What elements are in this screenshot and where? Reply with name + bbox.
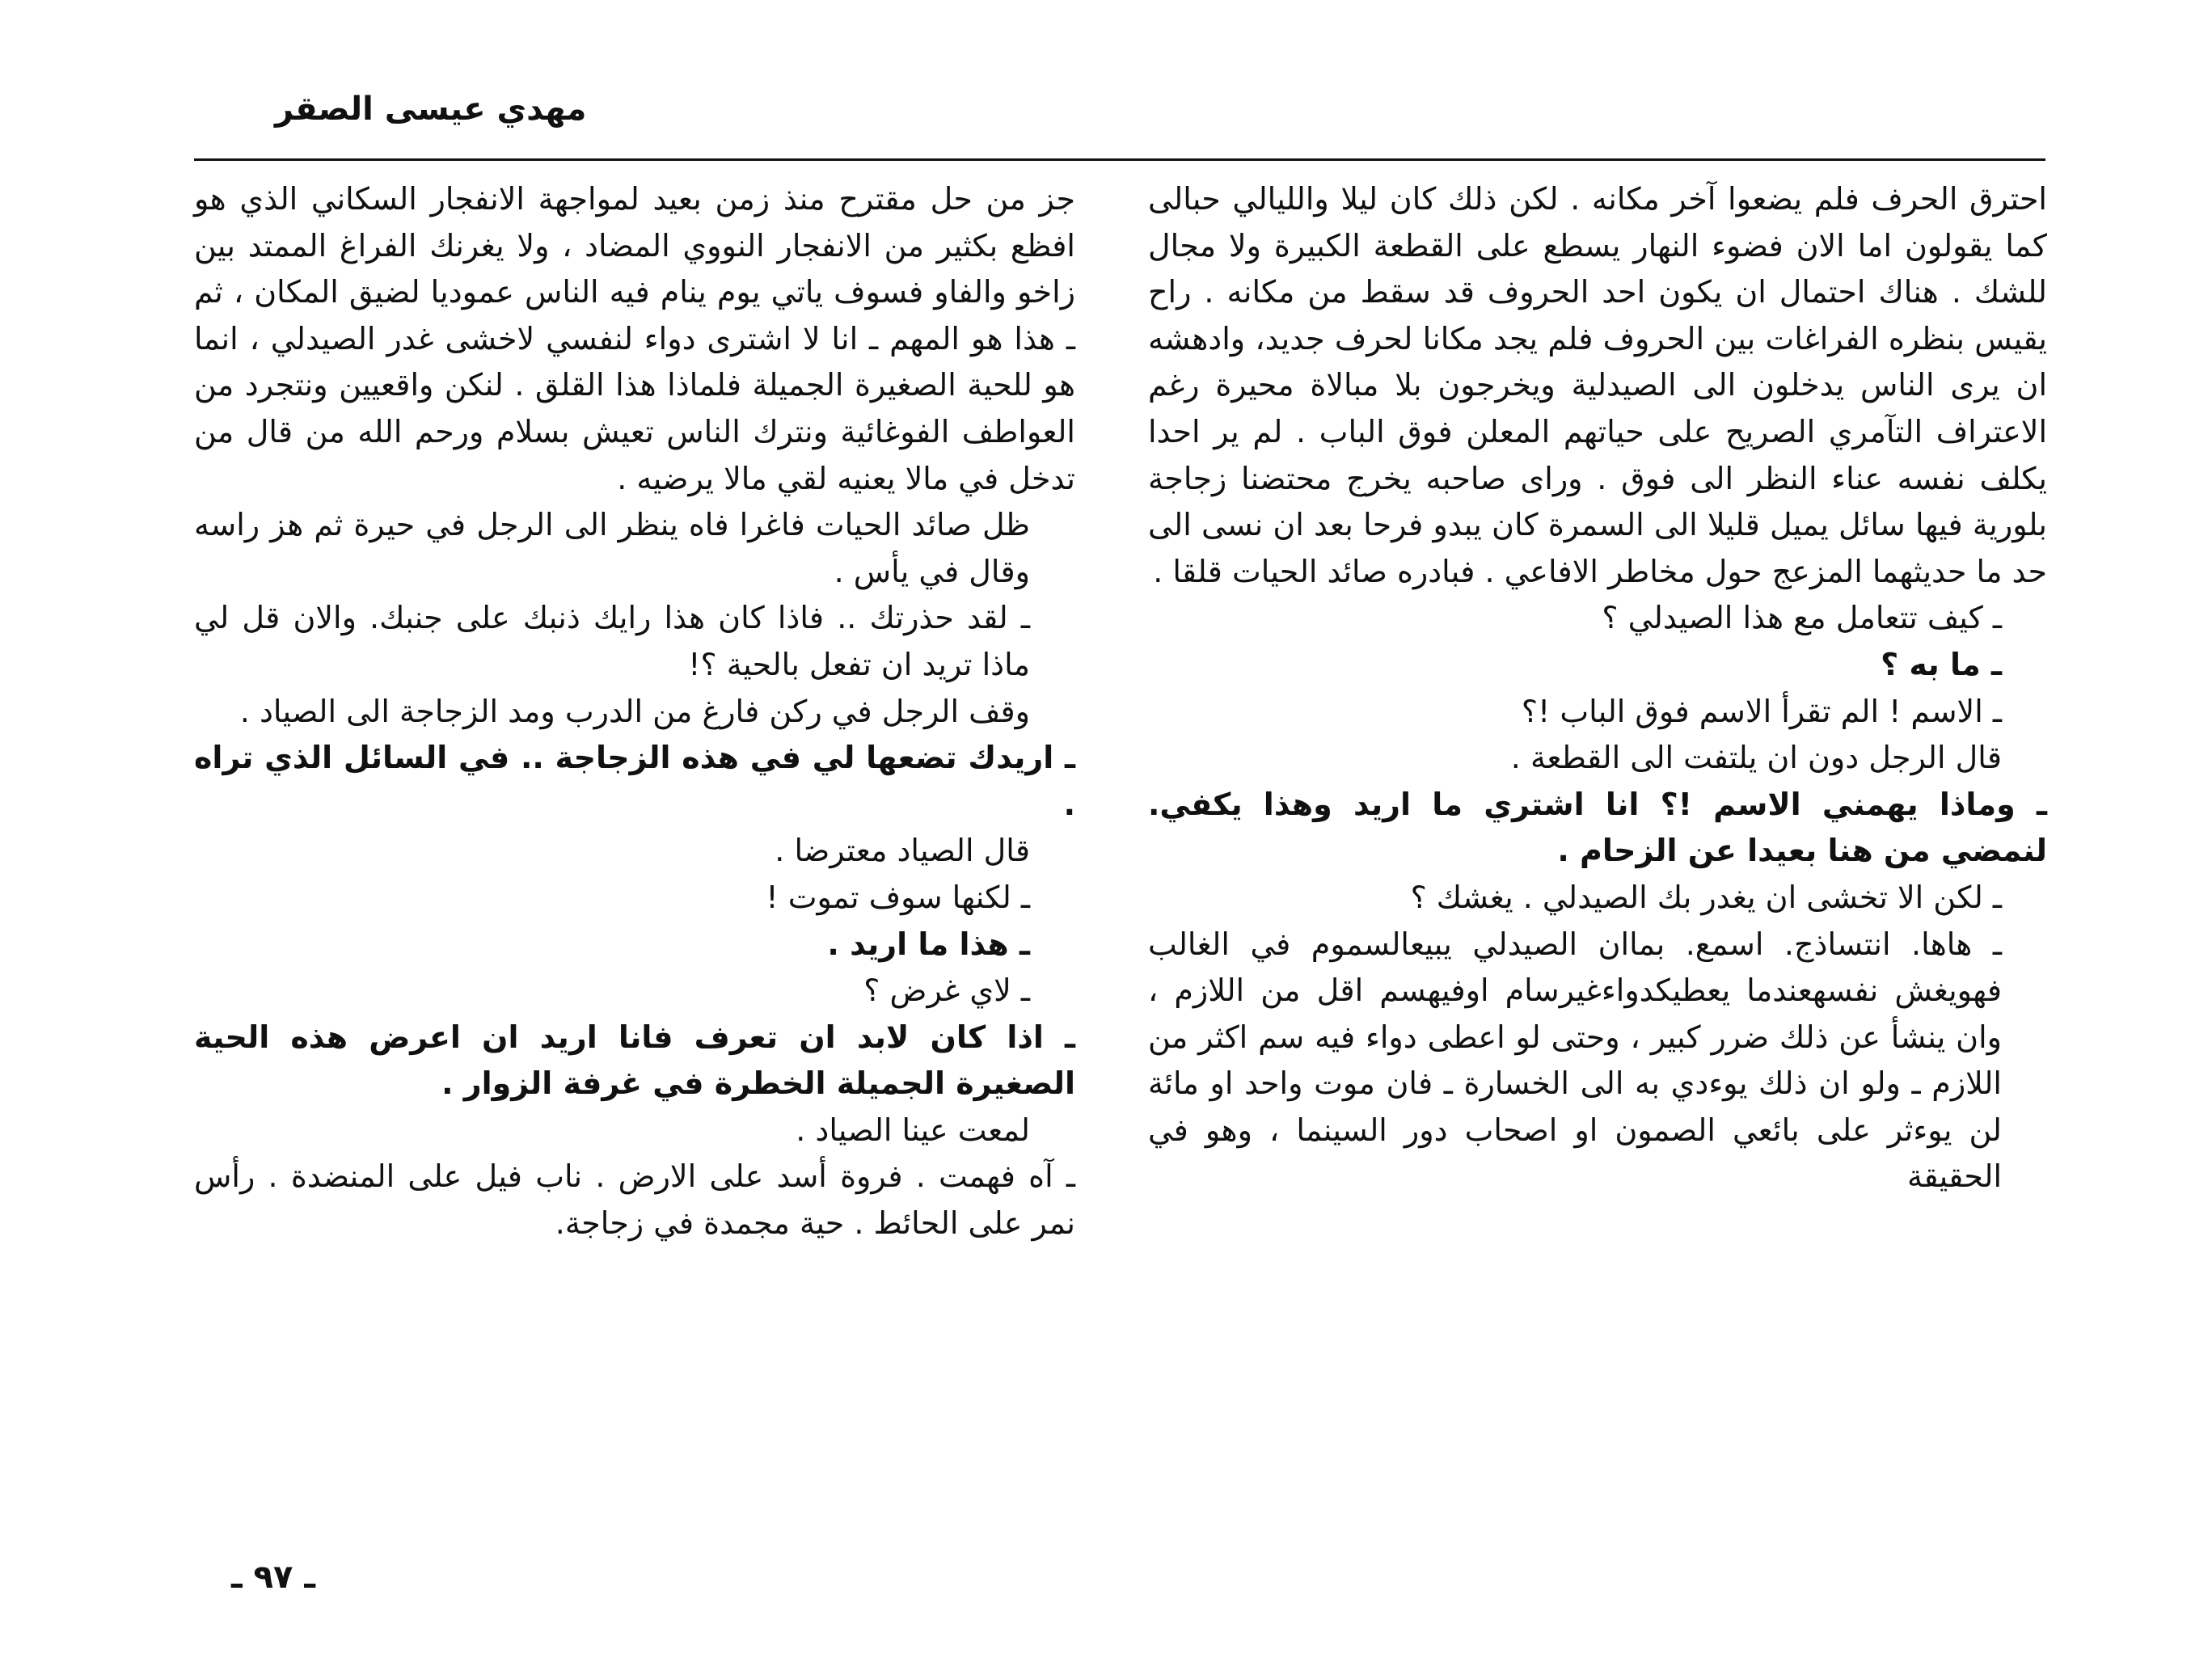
paragraph: ـ كيف تتعامل مع هذا الصيدلي ؟ — [1602, 600, 2002, 636]
author-name: مهدي عيسى الصقر — [275, 91, 587, 128]
paragraph: جز من حل مقترح منذ زمن بعيد لمواجهة الانفجار السكاني الذي هو افظع بكثير من الانفجار النووي المضاد ، ولا يغرنك الفراغ الممتد بين زاخو والفاو فسوف ياتي يوم ينام فيه الناس عموديا لضيق المكان ، ثم ـ هذا هو المهم ـ انا لا اشترى دواء لنفسي لاخشى غدر الصيدلي ، انما هو للحية الصغيرة الجميلة فلماذا هذا القلق . لنكن واقعيين ونتجرد من العواطف الفوغائية ونترك الناس تعيش بسلام ورحم الله من قال من تدخل في مالا يعنيه لقي مالا يرضيه . — [194, 181, 1075, 496]
paragraph: ـ لقد حذرتك .. فاذا كان هذا رايك ذنبك على جنبك. والان قل لي ماذا تريد ان تفعل بالحية ؟! — [194, 600, 1030, 682]
paragraph: قال الرجل دون ان يلتفت الى القطعة . — [1510, 740, 2002, 776]
paragraph: وقف الرجل في ركن فارغ من الدرب ومد الزجاجة الى الصياد . — [239, 693, 1030, 729]
left-column — [194, 176, 1075, 1494]
paragraph: ـ اريدك تضعها لي في هذه الزجاجة .. في السائل الذي تراه . — [194, 740, 1075, 822]
right-column — [1148, 176, 2047, 1494]
paragraph: لمعت عينا الصياد . — [796, 1112, 1030, 1148]
page-number: ـ ٩٧ ـ — [231, 1559, 316, 1596]
paragraph: ـ ما به ؟ — [1881, 646, 2002, 682]
paragraph: ـ وماذا يهمني الاسم !؟ انا اشتري ما اريد وهذا يكفي. لنمضي من هنا بعيدا عن الزحام . — [1148, 786, 2047, 869]
paragraph: ـ لاي غرض ؟ — [863, 973, 1030, 1009]
paragraph: ـ آه فهمت . فروة أسد على الارض . ناب فيل على المنضدة . رأس نمر على الحائط . حية مجمدة في زجاجة. — [194, 1158, 1075, 1242]
paragraph: ـ الاسم ! الم تقرأ الاسم فوق الباب !؟ — [1521, 693, 2002, 729]
paragraph: ـ هاها. انتساذج. اسمع. بماان الصيدلي يبيعالسموم في الغالب فهويغش نفسهعندما يعطيكدواءغيرسام اوفيهسم اقل من اللازم ، وان ينشأ عن ذلك ضرر كبير ، وحتى لو اعطى دواء فيه سم اكثر من اللازم ـ ولو ان ذلك يوءدي به الى الخسارة ـ فان موت واحد او مائة لن يوءثر على بائعي الصمون او اصحاب دور السينما ، وهو في الحقيقة — [1148, 926, 2002, 1195]
paragraph: ـ لكنها سوف تموت ! — [766, 879, 1030, 915]
paragraph: ظل صائد الحيات فاغرا فاه ينظر الى الرجل في حيرة ثم هز راسه وقال في يأس . — [194, 507, 1030, 589]
paragraph: ـ لكن الا تخشى ان يغدر بك الصيدلي . يغشك ؟ — [1410, 879, 2002, 915]
paragraph: قال الصياد معترضا . — [775, 833, 1030, 869]
paragraph: احترق الحرف فلم يضعوا آخر مكانه . لكن ذلك كان ليلا والليالي حبالى كما يقولون اما الان فضوء النهار يسطع على القطعة الكبيرة ولا مجال للشك . هناك احتمال ان يكون احد الحروف قد سقط من مكانه . راح يقيس بنظره الفراغات بين الحروف فلم يجد مكانا لحرف جديد، وادهشه ان يرى الناس يدخلون الى الصيدلية ويخرجون بلا مبالاة محيرة رغم الاعتراف التآمري الصريح على حياتهم المعلن فوق الباب . لم ير احدا يكلف نفسه عناء النظر الى فوق . وراى صاحبه يخرج محتضنا زجاجة بلورية فيها سائل يميل قليلا الى السمرة كان يبدو فرحا بعد ان نسى الى حد ما حديثهما المزعج حول مخاطر الافاعي . فبادره صائد الحيات قلقا . — [1148, 181, 2047, 589]
header-rule — [194, 158, 2045, 161]
paragraph: ـ اذا كان لابد ان تعرف فانا اريد ان اعرض هذه الحية الصغيرة الجميلة الخطرة في غرفة الزوار . — [194, 1019, 1075, 1102]
paragraph: ـ هذا ما اريد . — [827, 926, 1030, 962]
page-header — [194, 91, 2054, 139]
